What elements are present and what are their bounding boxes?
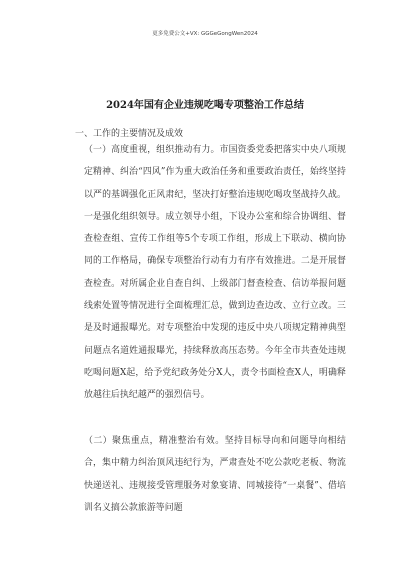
body-paragraph-1: [84, 139, 346, 407]
document-title: 2024年国有企业违规吃喝专项整治工作总结: [106, 100, 304, 111]
header-note: 更多免费公文+VX: GGGeGongWen2024: [152, 31, 258, 37]
section-heading: 一、工作的主要情况及成效: [75, 129, 184, 139]
paragraph-text: （二）聚焦重点，精准整治有效。坚持目标导向和问题导向相结合，集中精力纠治顶风违纪行为，严肃查处不吃公款吃老板、物流快递送礼、违规接受管理服务对象宴请、同城接待“一桌餐”、借培训名义搞公款旅游等问题: [84, 436, 346, 513]
body-paragraph-2: [84, 430, 346, 519]
paragraph-text: （一）高度重视，组织推动有力。市国资委党委把落实中央八项规定精神、纠治“四风”作为重大政治任务和重要政治责任，始终坚持以严的基调强化正风肃纪，坚决打好整治违规吃喝攻坚战持久战。一是强化组织领导。成立领导小组，下设办公室和综合协调组、督查检查组、宣传工作组等5个专项工作组，形成上下联动、横向协同的工作格局，确保专项整治行动有力有序有效推进。二是开展督查检查。对所属企业自查自纠、上级部门督查检查、信访举报问题线索处置等情况进行全面梳理汇总，做到边查边改、立行立改。三是及时通报曝光。对专项整治中发现的违反中央八项规定精神典型问题点名道姓通报曝光，持续释放高压态势。今年全市共查处违规吃喝问题X起，给予党纪政务处分X人，责令书面检查X人，明确释放越往后执纪越严的强烈信号。: [84, 145, 346, 401]
